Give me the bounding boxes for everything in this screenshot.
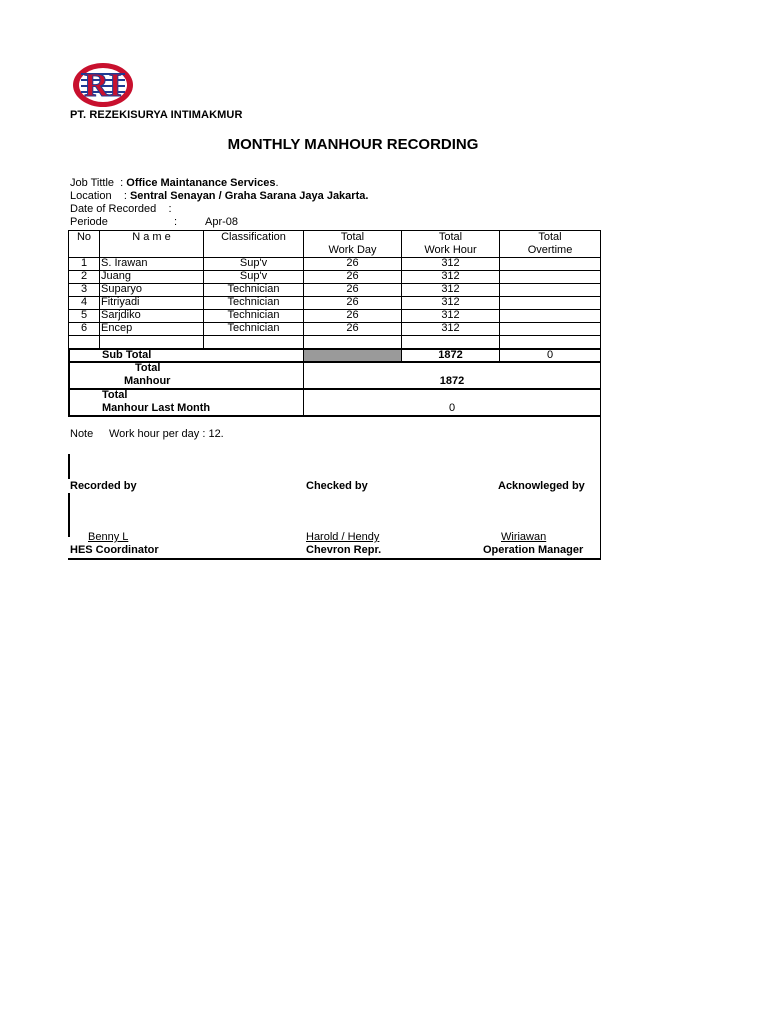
row-workday: 26 xyxy=(346,270,359,282)
total-manhour-label-1: Total xyxy=(135,362,161,374)
checked-by-role: Chevron Repr. xyxy=(306,544,382,556)
job-title-label: Job Tittle xyxy=(70,177,115,189)
last-month-bottom-border xyxy=(68,415,601,417)
row-name: Suparyo xyxy=(101,283,142,295)
row-workhour: 312 xyxy=(441,309,460,321)
row-workhour: 312 xyxy=(441,296,460,308)
total-manhour-value: 1872 xyxy=(439,375,465,387)
periode-colon: : xyxy=(174,216,178,228)
row-workday: 26 xyxy=(346,296,359,308)
note-label: Note xyxy=(70,428,94,440)
row-name: Fitriyadi xyxy=(101,296,140,308)
signature-mark-1 xyxy=(68,454,70,479)
recorded-by-role: HES Coordinator xyxy=(70,544,159,556)
job-title-value: Office Maintanance Services xyxy=(126,177,276,189)
lower-left-border xyxy=(68,348,70,416)
document-title: MONTHLY MANHOUR RECORDING xyxy=(227,136,479,153)
location-value: Sentral Senayan / Graha Sarana Jaya Jakarta. xyxy=(129,190,369,202)
header-classification: Classification xyxy=(221,231,286,243)
date-recorded-colon: : xyxy=(159,203,172,215)
row-classification: Sup'v xyxy=(239,257,268,269)
periode-label: Periode xyxy=(70,216,108,228)
header-workhour-2: Work Hour xyxy=(424,244,477,256)
header-overtime-2: Overtime xyxy=(527,244,573,256)
location-colon: : xyxy=(114,190,130,202)
subtotal-workday-shade xyxy=(304,350,401,361)
row-no: 1 xyxy=(80,257,88,269)
row-no: 6 xyxy=(80,322,88,334)
row-no: 4 xyxy=(80,296,88,308)
row-workday: 26 xyxy=(346,309,359,321)
header-workday-2: Work Day xyxy=(328,244,377,256)
last-month-label-2: Manhour Last Month xyxy=(102,402,211,414)
total-manhour-label-2: Manhour xyxy=(124,375,171,387)
row-name: Juang xyxy=(101,270,131,282)
date-recorded-label: Date of Recorded xyxy=(70,203,157,215)
location-label: Location xyxy=(70,190,112,202)
total-bottom-border xyxy=(68,388,601,390)
logo-lettering: RI xyxy=(84,67,122,104)
recorded-by-name: Benny L xyxy=(88,531,129,543)
note-text: Work hour per day : 12. xyxy=(109,428,224,440)
row-workday: 26 xyxy=(346,257,359,269)
job-title-row xyxy=(70,177,279,189)
row-workhour: 312 xyxy=(441,283,460,295)
recorded-by-label: Recorded by xyxy=(70,480,137,492)
subtotal-overtime: 0 xyxy=(546,349,554,361)
row-name: Sarjdiko xyxy=(101,309,141,321)
col-no-border xyxy=(99,230,100,348)
job-title-colon: : xyxy=(117,177,127,189)
row-classification: Sup'v xyxy=(239,270,268,282)
row-classification: Technician xyxy=(227,322,280,334)
checked-by-name: Harold / Hendy xyxy=(306,531,380,543)
header-name: N a m e xyxy=(132,231,171,243)
row-classification: Technician xyxy=(227,283,280,295)
acknowledged-by-role: Operation Manager xyxy=(483,544,584,556)
acknowledged-by-label: Acknowleged by xyxy=(498,480,585,492)
last-month-label-1: Total xyxy=(102,389,128,401)
row-name: S. Irawan xyxy=(101,257,148,269)
row-6-border xyxy=(68,335,601,336)
subtotal-workhour: 1872 xyxy=(438,349,463,361)
header-workday-1: Total xyxy=(340,231,365,243)
header-overtime-1: Total xyxy=(538,231,562,243)
col-right-border xyxy=(600,230,601,560)
header-no: No xyxy=(76,231,92,243)
row-workhour: 312 xyxy=(441,270,460,282)
table-bottom-border xyxy=(68,558,601,560)
job-title-period: . xyxy=(275,177,279,189)
row-workhour: 312 xyxy=(441,322,460,334)
row-workday: 26 xyxy=(346,322,359,334)
row-workhour: 312 xyxy=(441,257,460,269)
manhour-table xyxy=(68,230,601,560)
company-logo xyxy=(72,62,134,108)
row-classification: Technician xyxy=(227,296,280,308)
row-no: 5 xyxy=(80,309,88,321)
row-classification: Technician xyxy=(227,309,280,321)
subtotal-label: Sub Total xyxy=(102,349,152,361)
row-workday: 26 xyxy=(346,283,359,295)
company-name: PT. REZEKISURYA INTIMAKMUR xyxy=(70,109,243,121)
row-no: 2 xyxy=(80,270,88,282)
date-recorded-row xyxy=(70,203,172,215)
last-month-value: 0 xyxy=(448,402,456,414)
checked-by-label: Checked by xyxy=(306,480,368,492)
row-name: Encep xyxy=(101,322,133,334)
header-workhour-1: Total xyxy=(438,231,463,243)
location-row xyxy=(70,190,368,202)
signature-mark-2 xyxy=(68,493,70,537)
row-no: 3 xyxy=(80,283,88,295)
periode-value: Apr-08 xyxy=(205,216,239,228)
acknowledged-by-name: Wiriawan xyxy=(501,531,547,543)
